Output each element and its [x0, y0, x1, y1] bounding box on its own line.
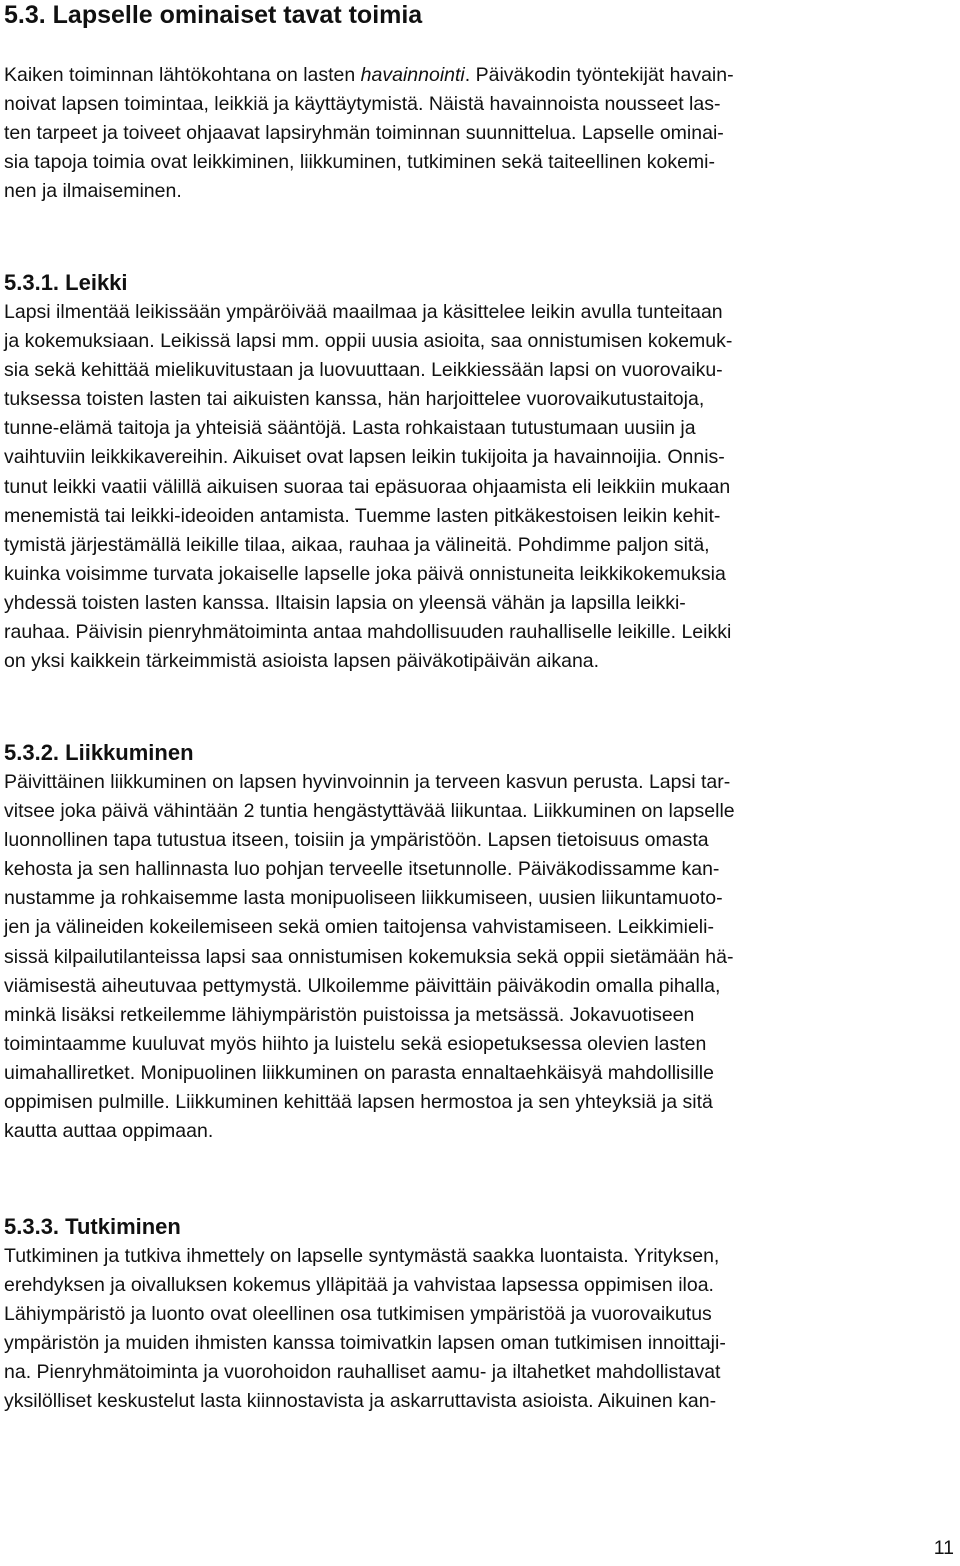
section-heading: 5.3.2. Liikkuminen	[4, 740, 194, 765]
section-body	[4, 768, 952, 1146]
paragraph-line: vaihtuviin leikkikavereihin. Aikuiset ovat lapsen leikin tukijoita ja havainnoijia. Onnis-	[4, 446, 725, 469]
intro-line: Kaiken toiminnan lähtökohtana on lasten havainnointi. Päiväkodin työntekijät havain-	[4, 64, 734, 86]
paragraph-line: nustamme ja rohkaisemme lasta monipuoliseen liikkumiseen, uusien liikuntamuoto-	[4, 887, 723, 910]
paragraph-line: toimintaamme kuuluvat myös hiihto ja luistelu sekä esiopetuksessa olevien lasten	[4, 1032, 707, 1055]
intro-line: sia tapoja toimia ovat leikkiminen, liikkuminen, tutkiminen sekä taiteellinen kokemi-	[4, 151, 715, 174]
paragraph-line: Lähiympäristö ja luonto ovat oleellinen osa tutkimisen ympäristöä ja vuorovaikutus	[4, 1303, 712, 1326]
paragraph-line: jen ja välineiden kokeilemiseen sekä omien taitojensa vahvistamiseen. Leikkimieli-	[4, 916, 714, 939]
paragraph-line: Päivittäinen liikkuminen on lapsen hyvinvoinnin ja terveen kasvun perusta. Lapsi tar-	[4, 771, 731, 793]
section-leikki	[4, 268, 952, 676]
intro-line: ten tarpeet ja toiveet ohjaavat lapsiryhmän toiminnan suunnittelua. Lapselle ominai-	[4, 122, 724, 145]
paragraph-line: sia sekä kehittää mielikuvitustaan ja luovuuttaan. Leikkiessään lapsi on vuorovaiku-	[4, 359, 723, 382]
paragraph-line: sissä kilpailutilanteissa lapsi saa onnistumisen kokemuksia sekä oppii sietämään hä-	[4, 945, 734, 968]
paragraph-line: erehdyksen ja oivalluksen kokemus ylläpitää ja vahvistaa lapsessa oppimisen iloa.	[4, 1274, 714, 1297]
section-tutkiminen	[4, 1212, 952, 1417]
paragraph-line: minkä lisäksi retkeilemme lähiympäristön puistoissa ja metsässä. Jokavuotiseen	[4, 1003, 695, 1026]
paragraph-line: oppimisen pulmille. Liikkuminen kehittää lapsen hermostoa ja sen yhteyksiä ja sitä	[4, 1091, 713, 1114]
paragraph-line: luonnollinen tapa tutustua itseen, toisiin ja ympäristöön. Lapsen tietoisuus omasta	[4, 829, 709, 852]
section-body	[4, 1242, 952, 1417]
paragraph-line: yhdessä toisten lasten kanssa. Iltaisin lapsia on yleensä vähän ja lapsilla leikki-	[4, 591, 686, 614]
intro-paragraph	[4, 61, 952, 206]
paragraph-line: ympäristön ja muiden ihmisten kanssa toimivatkin lapsen oman tutkimisen innoittaji-	[4, 1332, 726, 1355]
paragraph-line: yksilölliset keskustelut lasta kiinnostavista ja askarruttavista asioista. Aikuinen kan-	[4, 1390, 717, 1413]
paragraph-line: kuinka voisimme turvata jokaiselle lapselle joka päivä onnistuneita leikkikokemuksia	[4, 562, 726, 585]
paragraph-line: menemistä tai leikki-ideoiden antamista. Tuemme lasten pitkäkestoisen leikin kehit-	[4, 504, 721, 527]
paragraph-line: tymistä järjestämällä leikille tilaa, aikaa, rauhaa ja välineitä. Pohdimme paljon sitä,	[4, 533, 710, 556]
section-body	[4, 298, 952, 676]
paragraph-line: on yksi kaikkein tärkeimmistä asioista lapsen päiväkotipäivän aikana.	[4, 650, 600, 673]
paragraph-line: Lapsi ilmentää leikissään ympäröivää maailmaa ja käsittelee leikin avulla tunteitaan	[4, 301, 723, 323]
paragraph-line: rauhaa. Päivisin pienryhmätoiminta antaa mahdollisuuden rauhalliselle leikille. Leikki	[4, 621, 732, 644]
paragraph-line: kautta auttaa oppimaan.	[4, 1120, 214, 1143]
section-heading: 5.3.1. Leikki	[4, 270, 128, 295]
section-liikkuminen	[4, 738, 952, 1146]
section-heading: 5.3.3. Tutkiminen	[4, 1214, 181, 1239]
document-title: 5.3. Lapselle ominaiset tavat toimia	[4, 1, 423, 29]
page-number: 11	[933, 1537, 954, 1559]
paragraph-line: tunut leikki vaatii välillä aikuisen suoraa tai epäsuoraa ohjaamista eli leikkiin mukaan	[4, 475, 731, 498]
paragraph-line: tunne-elämä taitoja ja yhteisiä sääntöjä. Lasta rohkaistaan tutustumaan uusiin ja	[4, 417, 696, 440]
intro-line: nen ja ilmaiseminen.	[4, 180, 182, 203]
intro-line: noivat lapsen toimintaa, leikkiä ja käyttäytymistä. Näistä havainnoista nousseet las-	[4, 93, 721, 116]
paragraph-line: tuksessa toisten lasten tai aikuisten kanssa, hän harjoittelee vuorovaikutustaitoja,	[4, 388, 705, 411]
paragraph-line: kehosta ja sen hallinnasta luo pohjan terveelle itsetunnolle. Päiväkodissamme kan-	[4, 858, 720, 881]
paragraph-line: na. Pienryhmätoiminta ja vuorohoidon rauhalliset aamu- ja iltahetket mahdollistavat	[4, 1361, 721, 1384]
paragraph-line: Tutkiminen ja tutkiva ihmettely on lapselle syntymästä saakka luontaista. Yrityksen,	[4, 1245, 720, 1267]
paragraph-line: ja kokemuksiaan. Leikissä lapsi mm. oppii uusia asioita, saa onnistumisen kokemuk-	[4, 330, 733, 353]
document-page	[4, 0, 952, 1413]
paragraph-line: vitsee joka päivä vähintään 2 tuntia hengästyttävää liikuntaa. Liikkuminen on lapselle	[4, 800, 735, 823]
paragraph-line: uimahalliretket. Monipuolinen liikkuminen on parasta ennaltaehkäisyä mahdollisille	[4, 1061, 714, 1084]
emphasis-text: havainnointi	[360, 64, 465, 86]
paragraph-line: viämisestä aiheutuvaa pettymystä. Ulkoilemme päivittäin päiväkodin omalla pihalla,	[4, 974, 721, 997]
